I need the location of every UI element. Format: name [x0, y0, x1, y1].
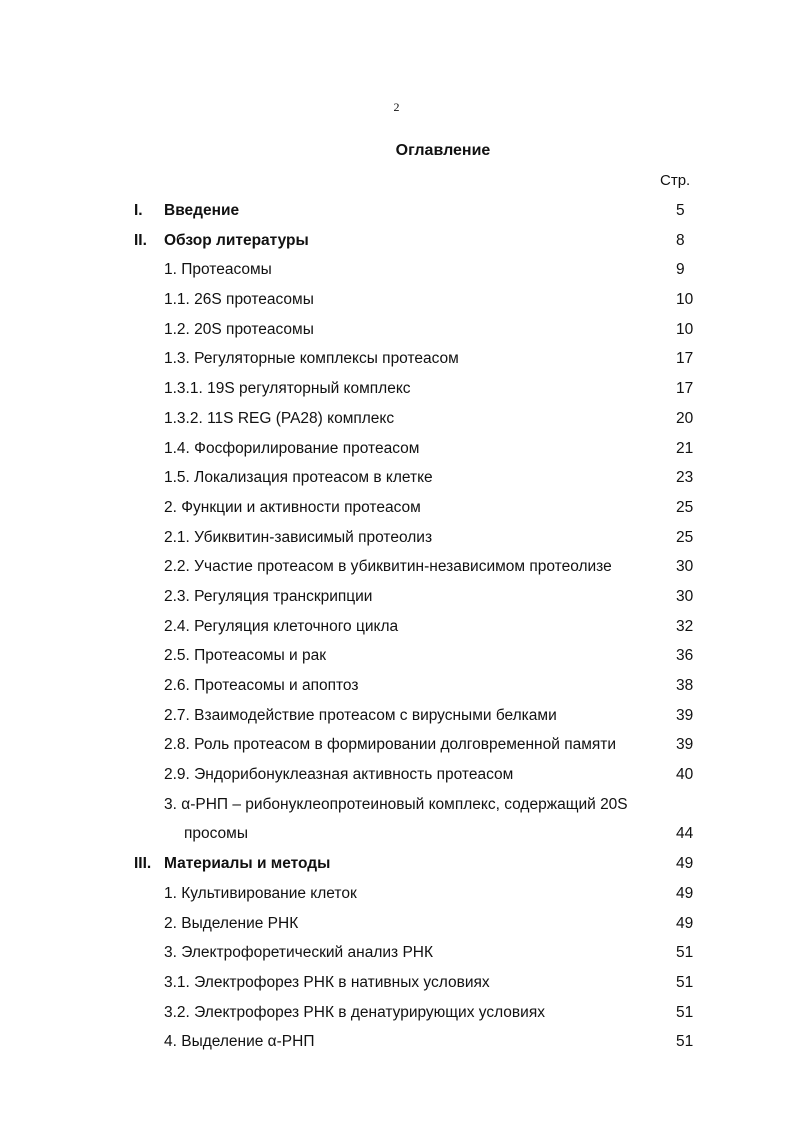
toc-entry-title: 1.5. Локализация протеасом в клетке [164, 469, 433, 487]
toc-entry-title: просомы [184, 825, 248, 843]
toc-entry-page: 51 [676, 1003, 694, 1021]
toc-entry [0, 821, 793, 851]
toc-entry-page: 39 [676, 736, 694, 754]
toc-entry-title: 2.5. Протеасомы и рак [164, 647, 327, 665]
toc-entry [0, 198, 793, 228]
toc-entry-title: 2. Функции и активности протеасом [164, 498, 421, 516]
toc-entry [0, 940, 793, 970]
toc-entry [0, 554, 793, 584]
toc-entry-title: 1.3.2. 11S REG (PA28) комплекс [164, 409, 395, 427]
toc-entry-page: 25 [676, 498, 694, 516]
toc-entry-page: 51 [676, 973, 694, 991]
toc-entry-page: 8 [676, 231, 685, 249]
toc-entry-page: 10 [676, 320, 694, 338]
toc-entry-page: 30 [676, 558, 694, 576]
page-title: Оглавление [395, 142, 491, 159]
toc-entry-title: 2.2. Участие протеасом в убиквитин-независимом протеолизе [164, 558, 612, 576]
toc-entry-title: Материалы и методы [164, 855, 331, 873]
toc-entry [0, 1000, 793, 1030]
table-of-contents [0, 198, 793, 1059]
toc-entry-page: 21 [676, 439, 694, 457]
toc-entry-title: 1. Протеасомы [164, 261, 272, 279]
toc-entry [0, 970, 793, 1000]
toc-entry-page: 38 [676, 677, 694, 694]
toc-entry [0, 673, 793, 703]
toc-entry [0, 406, 793, 436]
toc-entry [0, 762, 793, 792]
toc-entry-page: 44 [676, 825, 694, 843]
toc-entry [0, 881, 793, 911]
toc-entry-title: 3.2. Электрофорез РНК в денатурирующих условиях [164, 1003, 545, 1021]
toc-entry-title: 3. Электрофоретический анализ РНК [164, 944, 434, 962]
toc-entry-page: 17 [676, 350, 694, 368]
toc-entry [0, 257, 793, 287]
toc-entry-title: 3. α-РНП – рибонуклеопротеиновый комплекс, содержащий 20S [164, 795, 628, 813]
toc-entry-title: 1. Культивирование клеток [164, 884, 357, 902]
toc-entry-page: 20 [676, 409, 694, 427]
toc-entry-page: 49 [676, 884, 694, 902]
toc-entry-page: 32 [676, 617, 694, 635]
toc-entry [0, 228, 793, 258]
toc-entry-page: 36 [676, 647, 694, 665]
toc-entry-title: 2.9. Эндорибонуклеазная активность протеасом [164, 766, 514, 784]
toc-entry-page: 49 [676, 855, 694, 873]
toc-entry [0, 732, 793, 762]
toc-entry [0, 1029, 793, 1059]
toc-entry-number: III. [134, 855, 152, 873]
toc-entry-page: 17 [676, 380, 694, 398]
toc-entry-page: 40 [676, 766, 694, 784]
toc-entry-page: 30 [676, 587, 694, 605]
toc-entry [0, 643, 793, 673]
toc-entry-page: 25 [676, 528, 694, 546]
page-number: 2 [393, 100, 400, 114]
toc-entry-title: 1.3.1. 19S регуляторный комплекс [164, 380, 411, 398]
toc-entry-page: 49 [676, 914, 694, 932]
toc-entry-number: I. [134, 202, 143, 219]
toc-entry-title: Обзор литературы [164, 231, 309, 249]
toc-entry-title: 2.6. Протеасомы и апоптоз [164, 677, 359, 694]
toc-entry-page: 23 [676, 469, 694, 487]
toc-entry-title: 1.3. Регуляторные комплексы протеасом [164, 350, 459, 368]
toc-entry-title: 2.4. Регуляция клеточного цикла [164, 617, 399, 635]
toc-entry-number: II. [134, 231, 147, 249]
toc-entry-title: 2.7. Взаимодействие протеасом с вирусными белками [164, 706, 557, 724]
toc-entry [0, 317, 793, 347]
toc-entry-title: 2.3. Регуляция транскрипции [164, 587, 373, 605]
toc-entry-title: 2.1. Убиквитин-зависимый протеолиз [164, 528, 433, 546]
page-column-label: Стр. [660, 172, 691, 189]
toc-entry-page: 39 [676, 706, 694, 724]
toc-entry-page: 5 [676, 202, 685, 219]
toc-entry-title: 2.8. Роль протеасом в формировании долговременной памяти [164, 736, 617, 754]
toc-entry [0, 703, 793, 733]
toc-entry [0, 614, 793, 644]
toc-entry-title: 2. Выделение РНК [164, 914, 299, 932]
toc-entry [0, 436, 793, 466]
toc-entry [0, 495, 793, 525]
toc-entry [0, 584, 793, 614]
toc-entry-title: 1.2. 20S протеасомы [164, 320, 314, 338]
toc-entry [0, 911, 793, 941]
toc-entry-title: 3.1. Электрофорез РНК в нативных условиях [164, 973, 490, 991]
toc-entry [0, 287, 793, 317]
toc-entry-page: 51 [676, 944, 694, 962]
toc-entry-page: 51 [676, 1033, 694, 1051]
toc-entry-title: 1.4. Фосфорилирование протеасом [164, 439, 420, 457]
toc-entry [0, 851, 793, 881]
toc-entry [0, 346, 793, 376]
toc-entry-page: 10 [676, 291, 694, 309]
toc-entry [0, 465, 793, 495]
toc-entry-title: 1.1. 26S протеасомы [164, 291, 314, 309]
toc-entry [0, 792, 793, 822]
toc-entry [0, 525, 793, 555]
toc-entry [0, 376, 793, 406]
toc-entry-page: 9 [676, 261, 685, 279]
toc-entry-title: 4. Выделение α-РНП [164, 1033, 315, 1051]
toc-entry-title: Введение [164, 202, 240, 219]
